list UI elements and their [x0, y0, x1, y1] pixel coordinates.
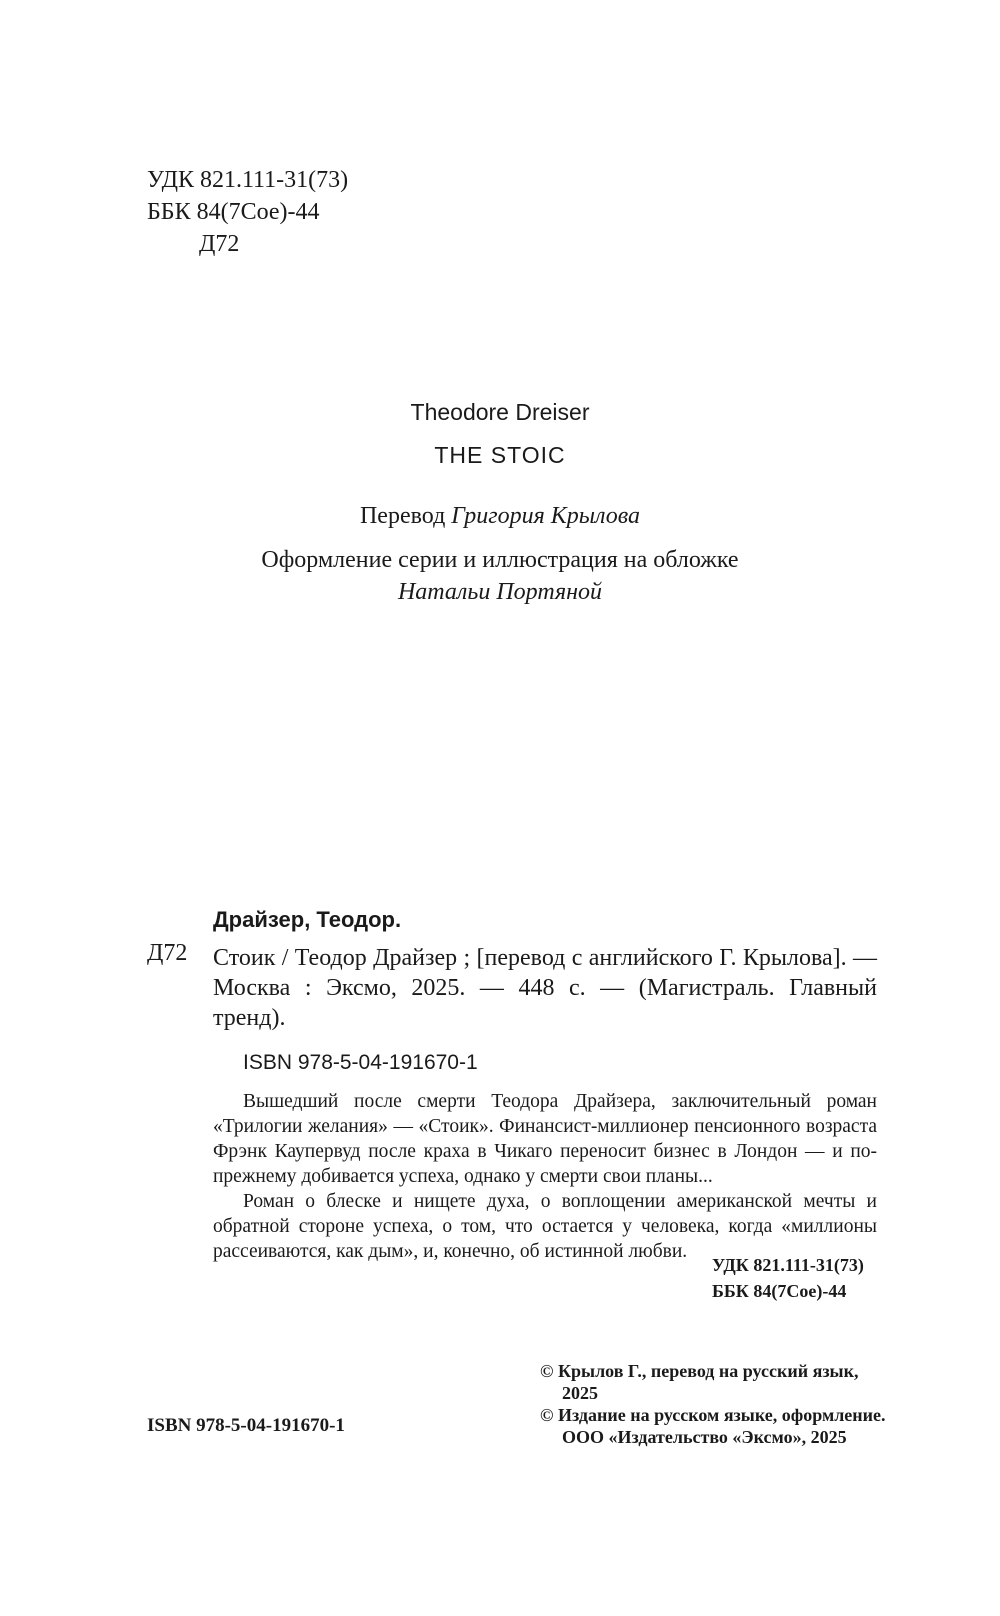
annotation [213, 1089, 877, 1264]
card-isbn: ISBN 978-5-04-191670-1 [243, 1051, 478, 1074]
copyright-translation-year: 2025 [562, 1383, 598, 1403]
original-title: THE STOIC [434, 442, 566, 468]
original-author: Theodore Dreiser [410, 399, 590, 425]
udk-code-bottom: УДК 821.111-31(73) [712, 1255, 864, 1275]
isbn-bottom: ISBN 978-5-04-191670-1 [147, 1415, 345, 1436]
bbk-code-bottom: ББК 84(7Сое)-44 [712, 1281, 847, 1301]
classification-codes-bottom [712, 1252, 864, 1304]
copyright-translation: © Крылов Г., перевод на русский язык, [540, 1361, 859, 1381]
classification-codes-top [147, 164, 348, 260]
copyright-block [540, 1360, 890, 1448]
catalog-card [213, 905, 877, 1264]
translation-label: Перевод [359, 503, 446, 529]
annotation-paragraph: Вышедший после смерти Теодора Драйзера, заключительный роман «Трилогии желания» — «Стоик». Финансист-миллионер пенсионного возраста Фрэнк Каупервуд после краха в Чикаго переносит бизнес в Лондон — и по-прежнему добивается успеха, однако у смерти свои планы... [213, 1091, 877, 1187]
card-description: Стоик / Теодор Драйзер ; [перевод с английского Г. Крылова]. — Москва : Эксмо, 2025. — 448 с. — (Магистраль. Главный тренд). [213, 945, 877, 1031]
bbk-code: ББК 84(7Сое)-44 [147, 199, 320, 225]
annotation-paragraph: Роман о блеске и нищете духа, о воплощении американской мечты и обратной стороне успеха, о том, что остается у человека, когда «миллионы рассеиваются, как дым», и, конечно, об истинной любви. [213, 1191, 877, 1262]
translator-name: Григория Крылова [451, 503, 641, 529]
card-author-heading: Драйзер, Теодор. [213, 907, 402, 932]
author-mark: Д72 [199, 231, 240, 257]
card-author-mark: Д72 [147, 940, 188, 966]
designer-name: Натальи Портяной [397, 579, 603, 605]
design-credit [0, 544, 1000, 608]
design-label: Оформление серии и иллюстрация на обложке [261, 547, 739, 573]
copyright-edition: © Издание на русском языке, оформление. [540, 1405, 886, 1425]
udk-code: УДК 821.111-31(73) [147, 167, 349, 193]
translation-credit [0, 500, 1000, 532]
copyright-publisher: ООО «Издательство «Эксмо», 2025 [562, 1427, 847, 1447]
original-edition-block [0, 397, 1000, 470]
